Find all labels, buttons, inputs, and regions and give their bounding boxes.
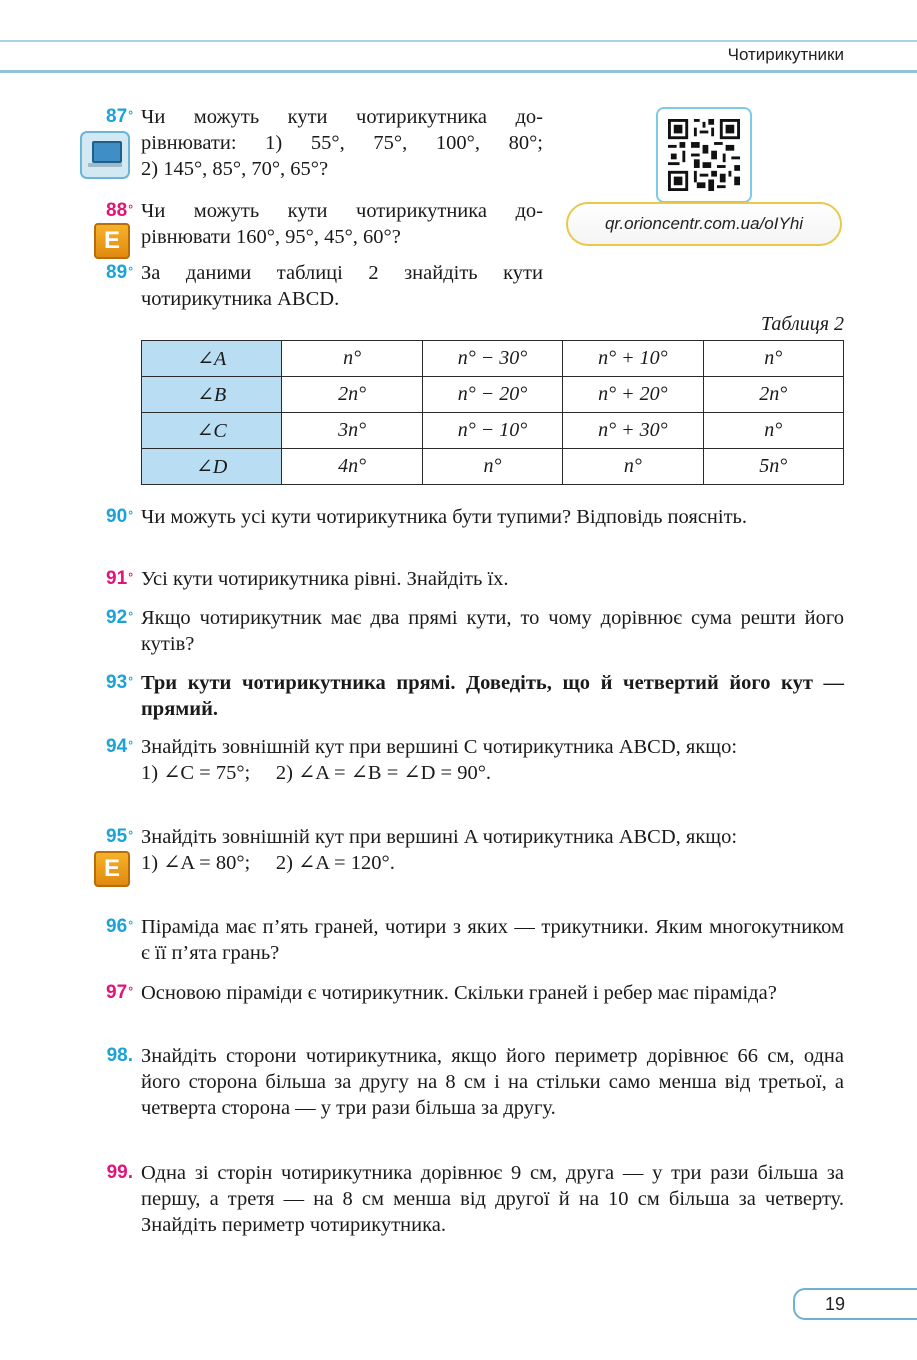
table-cell: ∠D bbox=[142, 449, 282, 485]
problem-number: 97° bbox=[106, 982, 133, 1003]
header-rule-top bbox=[0, 40, 917, 42]
qr-link[interactable]: qr.orioncentr.com.ua/oIYhi bbox=[604, 214, 804, 233]
problem-97: 97° Основою піраміди є чотирикутник. Скільки граней і ребер має піраміда? bbox=[106, 982, 777, 1004]
table-row bbox=[142, 377, 844, 413]
table-cell: n° − 10° bbox=[422, 413, 562, 449]
problem-number: 94° bbox=[106, 736, 133, 757]
table-cell: n° − 30° bbox=[422, 341, 562, 377]
problem-number: 92° bbox=[106, 607, 133, 628]
problem-number: 98. bbox=[106, 1045, 133, 1066]
qr-code-card[interactable] bbox=[656, 107, 752, 203]
table-cell: n° bbox=[282, 341, 422, 377]
table-cell: 2n° bbox=[282, 377, 422, 413]
problem-96: 96° Піраміда має п’ять граней, чотири з яких — трикутники. Яким многокутником є її п’ята грань? bbox=[106, 916, 844, 964]
computer-task-icon bbox=[80, 131, 130, 179]
table-cell: n° bbox=[703, 341, 843, 377]
table-cell: n° bbox=[422, 449, 562, 485]
e-marker-icon: E bbox=[94, 851, 130, 887]
table-cell: n° + 30° bbox=[563, 413, 703, 449]
table-row bbox=[142, 449, 844, 485]
problem-89: 89° За даними таблиці 2 знайдіть кути чотирикутника ABCD. bbox=[106, 262, 543, 310]
table-row bbox=[142, 413, 844, 449]
problem-93: 93° Три кути чотирикутника прямі. Доведіть, що й четвертий його кут — прямий. bbox=[106, 672, 844, 720]
table-cell: 3n° bbox=[282, 413, 422, 449]
table-cell: n° + 20° bbox=[563, 377, 703, 413]
problem-number: 93° bbox=[106, 672, 133, 693]
page-number-tab bbox=[793, 1288, 917, 1320]
problem-99: 99. Одна зі сторін чотирикутника дорівнює 9 см, друга — у три рази більша за першу, а третя — на 8 см менша від другої й на 10 см більша за четверту. Знайдіть периметр чотирикутника. bbox=[106, 1162, 844, 1236]
problem-number: 90° bbox=[106, 506, 133, 527]
table-cell: ∠B bbox=[142, 377, 282, 413]
page-number: 19 bbox=[824, 1294, 846, 1314]
table-cell: ∠C bbox=[142, 413, 282, 449]
problem-90: 90° Чи можуть усі кути чотирикутника бути тупими? Відповідь поясніть. bbox=[106, 506, 748, 528]
header-rule-bottom bbox=[0, 70, 917, 73]
table-cell: ∠A bbox=[142, 341, 282, 377]
problem-88: 88° Чи можуть кути чотирикутника до- рівнювати 160°, 95°, 45°, 60°? bbox=[106, 200, 543, 248]
table-cell: n° − 20° bbox=[422, 377, 562, 413]
problem-number: 96° bbox=[106, 916, 133, 937]
qr-code-icon bbox=[668, 119, 740, 191]
problem-number: 87° bbox=[106, 106, 133, 127]
table-cell: n° + 10° bbox=[563, 341, 703, 377]
problem-95: 95° Знайдіть зовнішній кут при вершині A чотирикутника ABCD, якщо: 1) ∠A = 80°; 2) ∠A = 120°. bbox=[106, 826, 738, 874]
problem-91: 91° Усі кути чотирикутника рівні. Знайдіть їх. bbox=[106, 568, 509, 590]
table-cell: 2n° bbox=[703, 377, 843, 413]
problem-number: 88° bbox=[106, 200, 133, 221]
problem-94: 94° Знайдіть зовнішній кут при вершині C чотирикутника ABCD, якщо: 1) ∠C = 75°; 2) ∠A = ∠B = ∠D = 90°. bbox=[106, 736, 738, 784]
qr-link-pill[interactable] bbox=[566, 202, 842, 246]
table-row bbox=[142, 341, 844, 377]
running-header: Чотирикутники bbox=[727, 45, 844, 64]
e-marker-icon: E bbox=[94, 223, 130, 259]
problem-number: 99. bbox=[106, 1162, 133, 1183]
table-cell: 5n° bbox=[703, 449, 843, 485]
problem-87: 87° Чи можуть кути чотирикутника до- рівнювати: 1) 55°, 75°, 100°, 80°; 2) 145°, 85°, 70°, 65°? bbox=[106, 106, 543, 180]
problem-number: 89° bbox=[106, 262, 133, 283]
problem-92: 92° Якщо чотирикутник має два прямі кути, то чому дорівнює сума решти його кутів? bbox=[106, 607, 844, 655]
table-cell: n° bbox=[703, 413, 843, 449]
problem-number: 95° bbox=[106, 826, 133, 847]
table-cell: 4n° bbox=[282, 449, 422, 485]
problem-98: 98. Знайдіть сторони чотирикутника, якщо його периметр дорівнює 66 см, одна його сторона більша за другу на 8 см і на стільки само менша від третьої, а четверта сторона — у три рази більша за другу. bbox=[106, 1045, 844, 1119]
table-cell: n° bbox=[563, 449, 703, 485]
table-caption: Таблиця 2 bbox=[761, 313, 844, 335]
angles-table bbox=[141, 340, 844, 485]
problem-number: 91° bbox=[106, 568, 133, 589]
